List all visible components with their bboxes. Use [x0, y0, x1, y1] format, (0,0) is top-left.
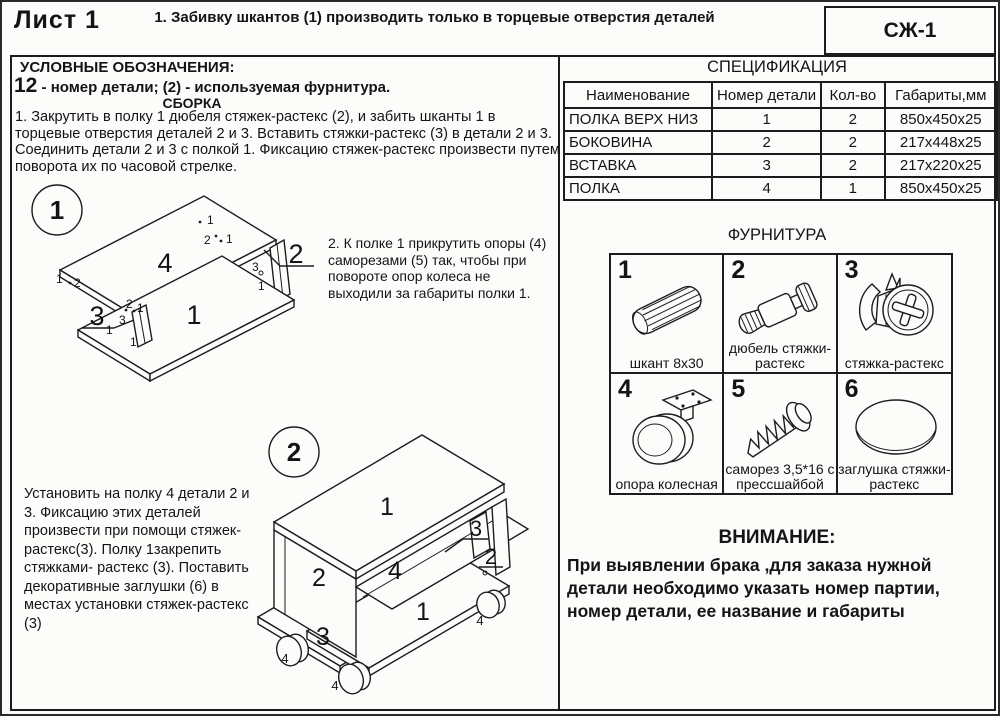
spec-cell-number: 3: [712, 154, 821, 177]
legend-text: - номер детали; (2) - используемая фурнитура.: [37, 79, 391, 96]
fig1-dot: [69, 282, 72, 285]
hardware-item-caster: [611, 374, 724, 493]
spec-cell-dim: 850х450х25: [885, 177, 997, 200]
dowel-icon: [615, 270, 719, 348]
assembly-title: СБОРКА: [162, 95, 222, 111]
fig2-label-lower-shelf: 1: [416, 598, 430, 626]
fig1-small-label: 2: [126, 297, 133, 311]
hardware-item-number: 2: [731, 256, 746, 284]
spec-row: [564, 108, 997, 131]
spec-header-row: [564, 82, 997, 108]
fig1-small-label: 1: [258, 279, 265, 293]
hardware-item-number: 4: [618, 375, 632, 403]
screw-icon: [728, 389, 832, 469]
spec-col-name: Наименование: [564, 82, 712, 108]
hardware-item-cap: [838, 374, 951, 493]
spec-cell-dim: 850х450х25: [885, 108, 997, 131]
fig1-label-right-side: 2: [288, 239, 304, 269]
fig1-small-label: 2: [204, 233, 211, 247]
assembly-step-3: Установить на полку 4 детали 2 и 3. Фиксацию этих деталей произвести при помощи стяжек-растекс(3). Полку 1закрепить стяжками- растекс (3). Поставить декоративные заглушки (6) в местах установки стяжек-растекс (3): [24, 486, 250, 632]
cap-icon: [842, 389, 946, 469]
fig1-small-label: 3: [119, 313, 126, 327]
fig1-label-left-insert: 3: [89, 301, 105, 331]
assembly-step-1: 1. Закрутить в полку 1 дюбеля стяжек-растекс (2), и забить шканты 1 в торцевые отверстия деталей 2 и 3. Вставить стяжки-растекс (3) в детали 2 и 3. Соединить детали 2 и 3 с полкой 1. Фиксацию стяжек-растекс произвести путем поворота их по часовой стрелке.: [15, 109, 560, 175]
model-code: СЖ-1: [883, 18, 937, 42]
hardware-item-caption: шкант 8х30: [629, 354, 704, 371]
fig1-small-label: 1: [106, 323, 113, 337]
fig2-label-mid-shelf: 4: [388, 557, 402, 585]
fig2-label-wheel: 4: [331, 678, 339, 693]
figure-2-badge: 2: [286, 437, 302, 467]
fig1-dot: [215, 235, 218, 238]
fig1-label-top-panel: 4: [157, 248, 173, 278]
spec-row: [564, 177, 997, 200]
hardware-item-caption: опора колесная: [615, 475, 718, 492]
assembly-step-2: 2. К полке 1 прикрутить опоры (4) саморезами (5) так, чтобы при повороте опор колеса не выходили за габариты полки 1.: [328, 235, 547, 301]
fig1-dot: [133, 310, 136, 313]
header-note: 1. Забивку шкантов (1) производить только в торцевые отверстия деталей: [154, 9, 715, 26]
fig2-label-insert: 3: [469, 516, 483, 541]
spec-cell-name: ПОЛКА ВЕРХ НИЗ: [564, 108, 712, 131]
fig1-small-label: 1: [130, 335, 137, 349]
fig1-dot: [220, 240, 223, 243]
cam-bolt-icon: [728, 269, 832, 349]
model-code-box: [824, 6, 996, 55]
hardware-item-cam-lock: [838, 255, 951, 374]
figure-1-exploded-drawing: [30, 184, 360, 384]
hardware-item-caption: заглушка стяжки-растекс: [838, 461, 951, 492]
fig1-small-label: 2: [74, 276, 81, 290]
hardware-item-screw: [724, 374, 837, 493]
hardware-title: ФУРНИТУРА: [727, 226, 827, 244]
cam-lock-icon: [842, 268, 946, 350]
hardware-grid: [609, 253, 953, 495]
legend-title: УСЛОВНЫЕ ОБОЗНАЧЕНИЯ:: [20, 59, 235, 76]
figure-1-badge: 1: [49, 195, 65, 225]
spec-cell-number: 1: [712, 108, 821, 131]
fig1-small-label: 1: [56, 272, 63, 286]
fig2-label-wheel: 4: [281, 651, 289, 666]
caster-icon: [615, 386, 719, 472]
hardware-item-caption: саморез 3,5*16 с прессшайбой: [725, 461, 835, 492]
fig1-small-label: 3: [252, 260, 259, 274]
spec-cell-number: 4: [712, 177, 821, 200]
spec-cell-name: ПОЛКА: [564, 177, 712, 200]
fig1-small-label: 1: [137, 301, 144, 315]
hardware-item-number: 5: [731, 375, 746, 403]
fig2-label-left-side: 2: [312, 564, 326, 592]
spec-cell-name: ВСТАВКА: [564, 154, 712, 177]
fig1-small-label: 1: [226, 232, 233, 246]
spec-cell-number: 2: [712, 131, 821, 154]
hardware-item-caption: стяжка-растекс: [844, 354, 944, 371]
spec-cell-qty: 2: [821, 131, 884, 154]
hardware-item-number: 1: [618, 256, 632, 284]
hardware-item-caption: дюбель стяжки-растекс: [728, 340, 832, 371]
spec-cell-qty: 1: [821, 177, 884, 200]
spec-col-part-number: Номер детали: [712, 82, 821, 108]
spec-row: [564, 154, 997, 177]
spec-row: [564, 131, 997, 154]
fig1-label-bottom-shelf: 1: [186, 300, 202, 330]
spec-col-quantity: Кол-во: [821, 82, 884, 108]
fig2-label-right-side: 2: [484, 544, 498, 569]
hardware-item-cam-bolt: [724, 255, 837, 374]
hardware-item-number: 6: [844, 375, 859, 403]
fig2-label-wheel: 4: [476, 613, 484, 628]
spec-cell-dim: 217х448х25: [885, 131, 997, 154]
fig1-small-label: 1: [207, 213, 214, 227]
fig2-label-bottom-panel: 3: [316, 623, 330, 651]
spec-cell-qty: 2: [821, 108, 884, 131]
spec-title: СПЕЦИФИКАЦИЯ: [707, 58, 847, 76]
spec-table: [563, 81, 998, 201]
fig1-hole: [259, 271, 263, 275]
fig2-label-top-panel: 1: [380, 493, 394, 521]
hardware-item-dowel: [611, 255, 724, 374]
attention-text: При выявлении брака ,для заказа нужной детали необходимо указать номер партии, номер детали, ее название и габариты: [567, 555, 940, 621]
fig1-dot: [199, 221, 202, 224]
spec-cell-name: БОКОВИНА: [564, 131, 712, 154]
spec-col-dimensions: Габариты,мм: [885, 82, 997, 108]
hardware-item-number: 3: [844, 256, 859, 284]
spec-cell-qty: 2: [821, 154, 884, 177]
figure-2-assembled-drawing: [245, 405, 560, 707]
sheet-title: Лист 1: [14, 6, 100, 34]
attention-title: ВНИМАНИЕ:: [718, 527, 836, 548]
spec-cell-dim: 217х220х25: [885, 154, 997, 177]
legend-big-number: 12: [14, 74, 38, 97]
